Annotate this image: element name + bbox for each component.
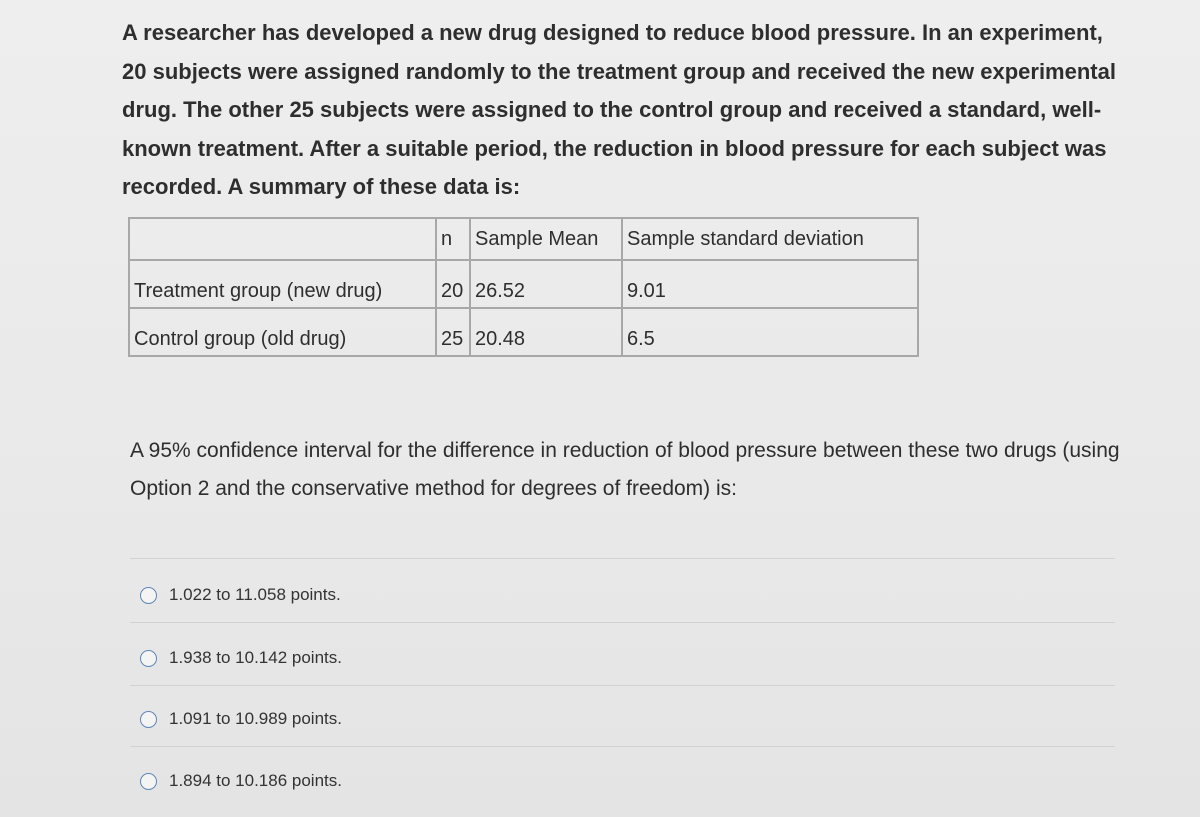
radio-button[interactable]	[140, 773, 157, 790]
divider	[130, 746, 1115, 747]
answer-option-label: 1.894 to 10.186 points.	[169, 771, 342, 790]
answer-option-1[interactable]	[140, 585, 341, 605]
table-header-row	[129, 218, 918, 260]
answer-option-label: 1.938 to 10.142 points.	[169, 648, 342, 667]
table-cell: Control group (old drug)	[129, 308, 436, 356]
radio-button[interactable]	[140, 587, 157, 604]
divider	[130, 622, 1115, 623]
problem-statement: A researcher has developed a new drug designed to reduce blood pressure. In an experiment, 20 subjects were assigned randomly to the treatment group and received the new experimental drug. The other 25 subjects were assigned to the control group and received a standard, well-known treatment. After a suitable period, the reduction in blood pressure for each subject was recorded. A summary of these data is:	[122, 20, 1116, 199]
table-row	[129, 308, 918, 356]
answer-option-4[interactable]	[140, 771, 342, 791]
table-header-cell: Sample standard deviation	[622, 218, 918, 260]
table-header-cell	[129, 218, 436, 260]
table-cell: Treatment group (new drug)	[129, 260, 436, 308]
answer-option-3[interactable]	[140, 709, 342, 729]
table-cell: 9.01	[622, 260, 918, 308]
summary-table	[128, 217, 919, 357]
table-header-cell: Sample Mean	[470, 218, 622, 260]
question-text: A 95% confidence interval for the difference in reduction of blood pressure between these two drugs (using Option 2 and the conservative method for degrees of freedom) is:	[130, 439, 1120, 500]
table-header-cell: n	[436, 218, 470, 260]
radio-button[interactable]	[140, 711, 157, 728]
table-cell: 26.52	[470, 260, 622, 308]
radio-button[interactable]	[140, 650, 157, 667]
answer-option-label: 1.091 to 10.989 points.	[169, 709, 342, 728]
table-cell: 20	[436, 260, 470, 308]
table-cell: 6.5	[622, 308, 918, 356]
divider	[130, 685, 1115, 686]
answer-option-2[interactable]	[140, 648, 342, 668]
table-cell: 25	[436, 308, 470, 356]
table-row	[129, 260, 918, 308]
answer-option-label: 1.022 to 11.058 points.	[169, 585, 341, 604]
divider	[130, 558, 1115, 559]
table-cell: 20.48	[470, 308, 622, 356]
